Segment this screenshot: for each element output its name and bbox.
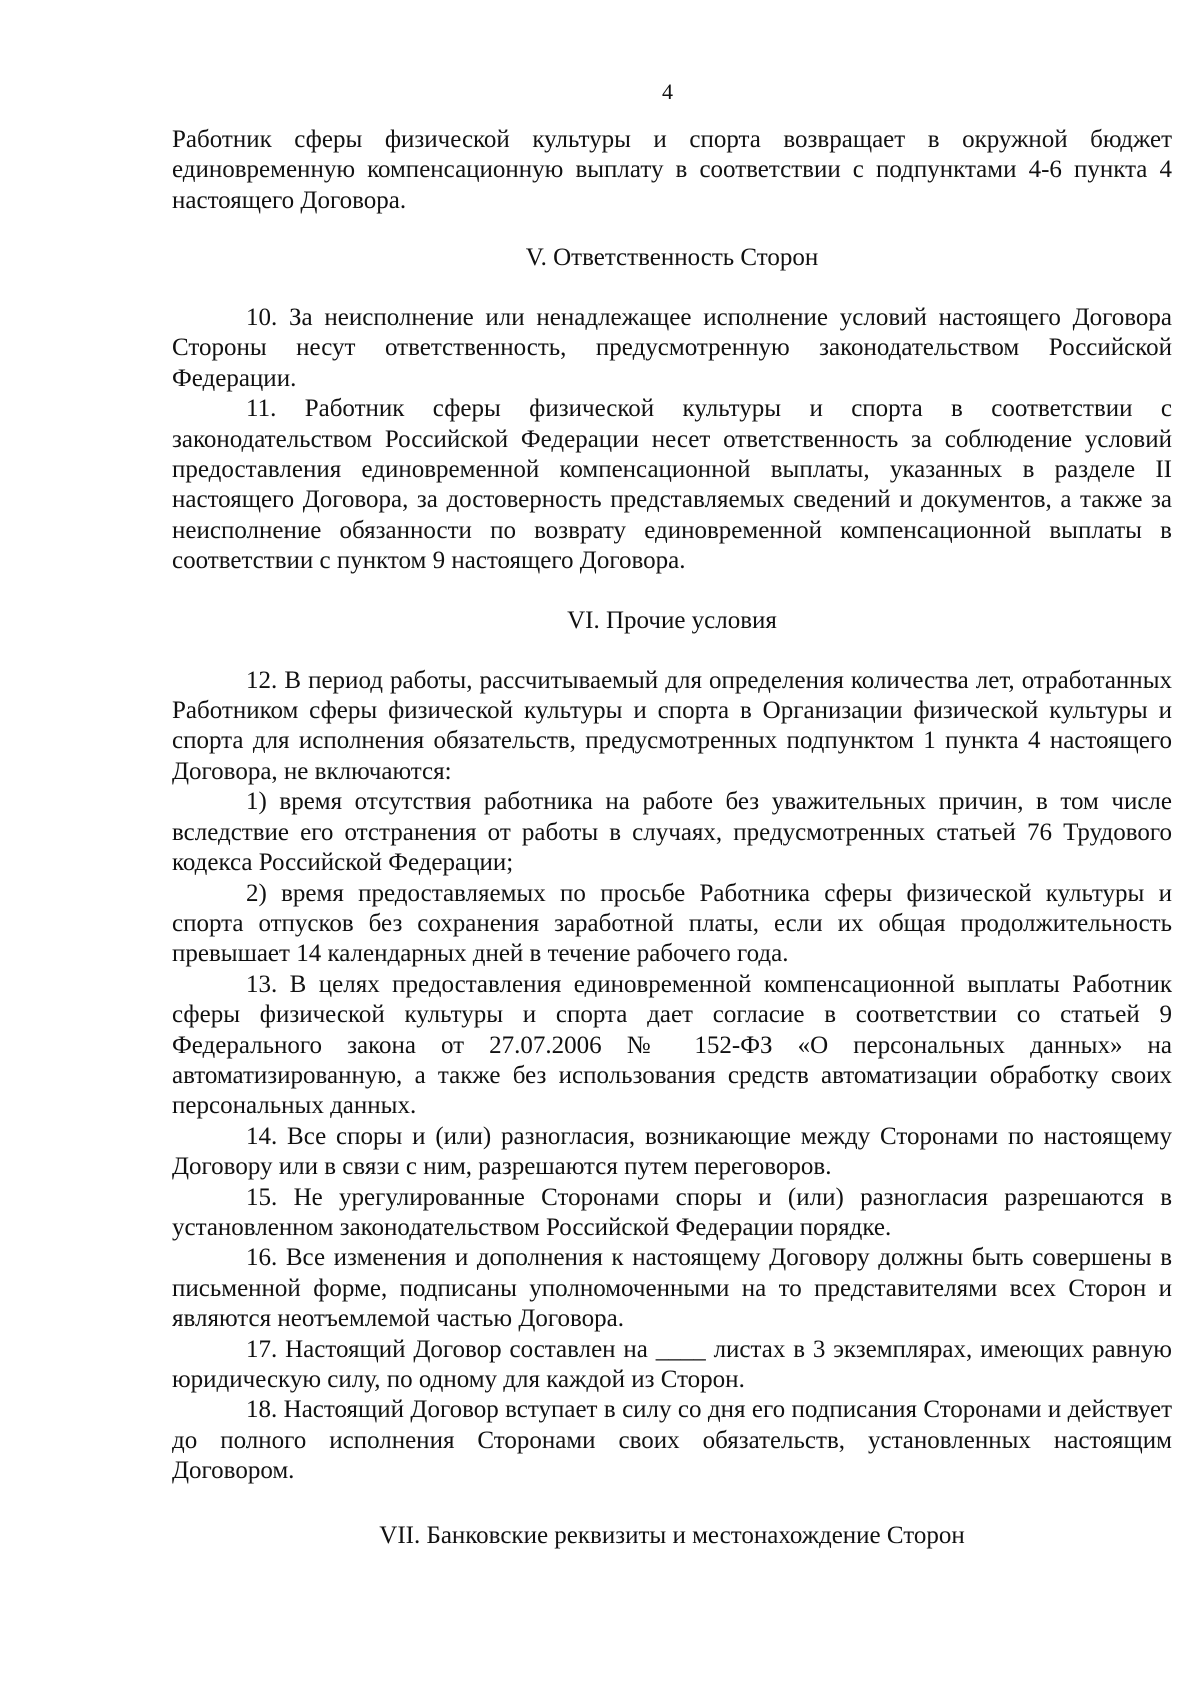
paragraph-12: 12. В период работы, рассчитываемый для определения количества лет, отработанных Работником сферы физической культуры и спорта в Организации физической культуры и спорта для исполнения обязательств, предусмотренных подпунктом 1 пункта 4 настоящего Договора, не включаются: (172, 666, 1172, 785)
main-content (172, 243, 1172, 1551)
paragraph-15: 15. Не урегулированные Сторонами споры и (или) разногласия разрешаются в установленном законодательством Российской Федерации порядке. (172, 1183, 1172, 1241)
paragraph-11: 11. Работник сферы физической культуры и спорта в соответствии с законодательством Российской Федерации несет ответственность за соблюдение условий предоставления единовременной компенсационной выплаты, указанных в разделе II настоящего Договора, за достоверность представляемых сведений и документов, а также за неисполнение обязанности по возврату единовременной компенсационной выплаты в соответствии с пунктом 9 настоящего Договора. (172, 395, 1172, 575)
paragraph-12-item-2: 2) время предоставляемых по просьбе Работника сферы физической культуры и спорта отпусков без сохранения заработной платы, если их общая продолжительность превышает 14 календарных дней в течение рабочего года. (172, 879, 1172, 968)
paragraph-14: 14. Все споры и (или) разногласия, возникающие между Сторонами по настоящему Договору или в связи с ним, разрешаются путем переговоров. (172, 1122, 1172, 1181)
paragraph-17: 17. Настоящий Договор составлен на ____ листах в 3 экземплярах, имеющих равную юридическую силу, по одному для каждой из Сторон. (172, 1335, 1172, 1393)
paragraph-12-item-1: 1) время отсутствия работника на работе без уважительных причин, в том числе вследствие его отстранения от работы в случаях, предусмотренных статьей 76 Трудового кодекса Российской Федерации; (172, 788, 1172, 877)
paragraph-18: 18. Настоящий Договор вступает в силу со дня его подписания Сторонами и действует до полного исполнения Сторонами своих обязательств, установленных настоящим Договором. (172, 1396, 1172, 1485)
paragraph-10: 10. За неисполнение или ненадлежащее исполнение условий настоящего Договора Стороны несут ответственность, предусмотренную законодательством Российской Федерации. (172, 304, 1172, 392)
section-vi-title: VI. Прочие условия (567, 606, 777, 634)
section-v-title: V. Ответственность Сторон (525, 244, 819, 271)
intro-block (172, 125, 1172, 216)
section-vii-title: VII. Банковские реквизиты и местонахождение Сторон (379, 1521, 965, 1549)
intro-paragraph: Работник сферы физической культуры и спорта возвращает в окружной бюджет единовременную компенсационную выплату в соответствии с подпунктами 4-6 пункта 4 настоящего Договора. (172, 126, 1172, 214)
page-number: 4 (662, 79, 673, 104)
paragraph-13: 13. В целях предоставления единовременной компенсационной выплаты Работник сферы физической культуры и спорта дает согласие в соответствии со статьей 9 Федерального закона от 27.07.2006 № 152-ФЗ «О персональных данных» на автоматизированную, а также без использования средств автоматизации обработку своих персональных данных. (172, 970, 1172, 1120)
paragraph-16: 16. Все изменения и дополнения к настоящему Договору должны быть совершены в письменной форме, подписаны уполномоченными на то представителями всех Сторон и являются неотъемлемой частью Договора. (172, 1244, 1172, 1333)
